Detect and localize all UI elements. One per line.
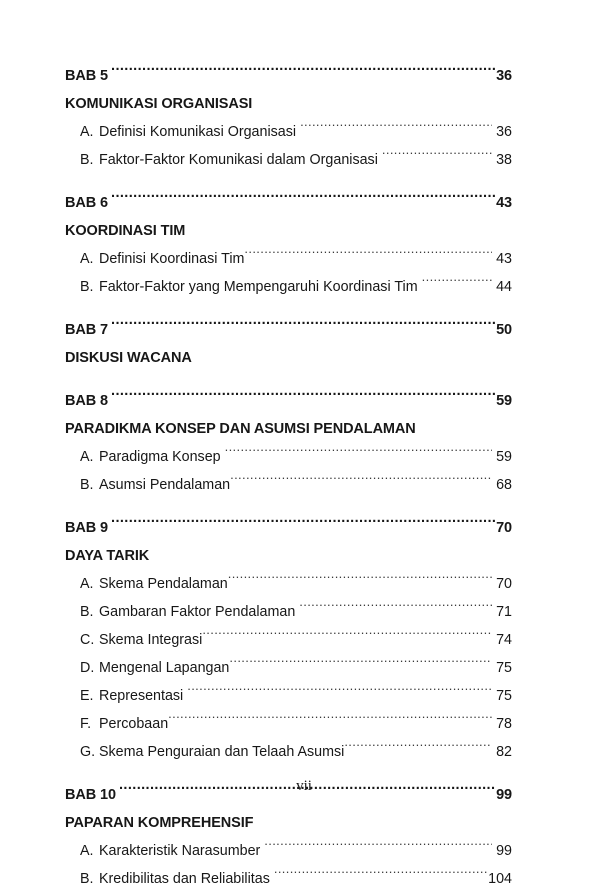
chapter-entry[interactable] xyxy=(65,514,512,542)
dot-leader xyxy=(229,658,492,672)
dot-leader xyxy=(202,630,492,644)
chapter-number-label: BAB 6 xyxy=(65,195,109,211)
chapter-entry[interactable] xyxy=(65,316,512,344)
chapter-page-number: 70 xyxy=(496,520,512,536)
entry-page-number: 78 xyxy=(496,716,512,732)
chapter-block xyxy=(65,189,512,301)
entry-page-number: 75 xyxy=(496,660,512,676)
entry-letter: A. xyxy=(80,576,94,592)
chapter-number-label: BAB 8 xyxy=(65,393,109,409)
toc-entry[interactable] xyxy=(65,245,512,273)
entry-letter: E. xyxy=(80,688,94,704)
dot-leader xyxy=(344,742,492,756)
entry-letter: A. xyxy=(80,449,94,465)
chapter-block xyxy=(65,781,512,893)
chapter-page-number: 59 xyxy=(496,393,512,409)
entry-page-number: 44 xyxy=(496,279,512,295)
dot-leader xyxy=(264,841,492,855)
dot-leader xyxy=(187,686,492,700)
dot-leader xyxy=(230,475,492,489)
chapter-number-label: BAB 10 xyxy=(65,787,116,803)
dot-leader xyxy=(422,277,492,291)
entry-letter: B. xyxy=(80,152,94,168)
dot-leader xyxy=(228,574,492,588)
entry-title: Faktor-Faktor yang Mempengaruhi Koordinasi Tim xyxy=(99,279,418,295)
toc-entry[interactable] xyxy=(65,471,512,499)
entry-page-number: 36 xyxy=(496,124,512,140)
entry-letter: G. xyxy=(80,744,96,760)
entry-title: Karakteristik Narasumber xyxy=(99,843,261,859)
chapter-number-label: BAB 5 xyxy=(65,68,109,84)
entry-title: Skema Pendalaman xyxy=(99,576,228,592)
toc-entry[interactable] xyxy=(65,738,512,766)
entry-letter: B. xyxy=(80,477,94,493)
entry-page-number: 70 xyxy=(496,576,512,592)
chapter-number-label: BAB 9 xyxy=(65,520,109,536)
entry-page-number: 43 xyxy=(496,251,512,267)
entry-page-number: 104 xyxy=(488,871,512,887)
dot-leader xyxy=(111,193,496,208)
entry-letter: B. xyxy=(80,871,94,887)
chapter-block xyxy=(65,514,512,766)
dot-leader xyxy=(382,150,492,164)
entry-title: Definisi Koordinasi Tim xyxy=(99,251,245,267)
toc-entry[interactable] xyxy=(65,682,512,710)
entry-letter: F. xyxy=(80,716,92,732)
entry-letter: B. xyxy=(80,604,94,620)
chapter-block xyxy=(65,316,512,372)
chapter-page-number: 50 xyxy=(496,322,512,338)
entry-letter: A. xyxy=(80,843,94,859)
entry-letter: A. xyxy=(80,124,94,140)
toc-entry[interactable] xyxy=(65,598,512,626)
entry-letter: C. xyxy=(80,632,95,648)
chapter-title[interactable]: DAYA TARIK xyxy=(65,548,150,564)
chapter-entry[interactable] xyxy=(65,387,512,415)
dot-leader xyxy=(111,320,496,335)
toc-entry[interactable] xyxy=(65,273,512,301)
entry-page-number: 74 xyxy=(496,632,512,648)
entry-page-number: 82 xyxy=(496,744,512,760)
dot-leader xyxy=(111,66,496,81)
entry-page-number: 71 xyxy=(496,604,512,620)
entry-title: Paradigma Konsep xyxy=(99,449,221,465)
dot-leader xyxy=(300,122,492,136)
dot-leader xyxy=(244,249,492,263)
entry-title: Asumsi Pendalaman xyxy=(99,477,231,493)
entry-title: Gambaran Faktor Pendalaman xyxy=(99,604,296,620)
entry-title: Representasi xyxy=(99,688,184,704)
dot-leader xyxy=(299,602,492,616)
toc-entry[interactable] xyxy=(65,654,512,682)
entry-title: Skema Penguraian dan Telaah Asumsi xyxy=(99,744,345,760)
chapter-number-label: BAB 7 xyxy=(65,322,109,338)
toc-entry[interactable] xyxy=(65,710,512,738)
entry-page-number: 38 xyxy=(496,152,512,168)
toc-entry[interactable] xyxy=(65,146,512,174)
toc-entry[interactable] xyxy=(65,626,512,654)
entry-page-number: 68 xyxy=(496,477,512,493)
chapter-block xyxy=(65,62,512,174)
chapter-title[interactable]: PAPARAN KOMPREHENSIF xyxy=(65,815,254,831)
chapter-page-number: 36 xyxy=(496,68,512,84)
chapter-title[interactable]: PARADIKMA KONSEP DAN ASUMSI PENDALAMAN xyxy=(65,421,416,437)
toc-entry[interactable] xyxy=(65,118,512,146)
toc-entry[interactable] xyxy=(65,570,512,598)
entry-page-number: 99 xyxy=(496,843,512,859)
page-folio: vii xyxy=(296,778,312,794)
entry-title: Skema Integrasi xyxy=(99,632,203,648)
toc-entry[interactable] xyxy=(65,865,512,893)
chapter-title[interactable]: KOMUNIKASI ORGANISASI xyxy=(65,96,253,112)
entry-title: Definisi Komunikasi Organisasi xyxy=(99,124,297,140)
entry-letter: B. xyxy=(80,279,94,295)
dot-leader xyxy=(168,714,492,728)
dot-leader xyxy=(111,391,496,406)
chapter-entry[interactable] xyxy=(65,189,512,217)
entry-title: Kredibilitas dan Reliabilitas xyxy=(99,871,270,887)
entry-title: Percobaan xyxy=(99,716,169,732)
chapter-entry[interactable] xyxy=(65,62,512,90)
entry-letter: D. xyxy=(80,660,95,676)
toc-entry[interactable] xyxy=(65,837,512,865)
entry-page-number: 75 xyxy=(496,688,512,704)
entry-title: Faktor-Faktor Komunikasi dalam Organisasi xyxy=(99,152,378,168)
chapter-page-number: 43 xyxy=(496,195,512,211)
dot-leader xyxy=(274,869,488,883)
chapter-page-number: 99 xyxy=(496,787,512,803)
toc-entry[interactable] xyxy=(65,443,512,471)
entry-page-number: 59 xyxy=(496,449,512,465)
chapter-block xyxy=(65,387,512,499)
entry-letter: A. xyxy=(80,251,94,267)
dot-leader xyxy=(111,518,496,533)
dot-leader xyxy=(225,447,492,461)
entry-title: Mengenal Lapangan xyxy=(99,660,230,676)
chapter-title[interactable]: DISKUSI WACANA xyxy=(65,350,192,366)
table-of-contents xyxy=(65,62,512,893)
chapter-title[interactable]: KOORDINASI TIM xyxy=(65,223,186,239)
